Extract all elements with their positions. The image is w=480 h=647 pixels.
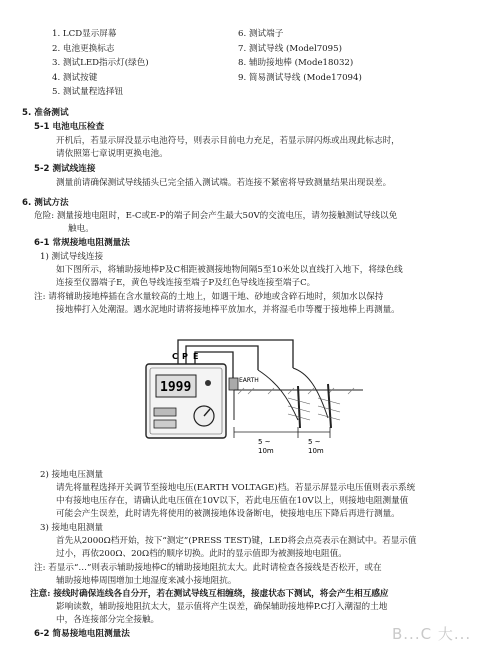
note-line: 接地棒打入处潮湿。遇水泥地时请将接地棒平放加水，并将湿毛巾等覆于接地棒上再测量。	[56, 305, 400, 315]
section-5-title: 5. 准备测试	[22, 108, 69, 118]
danger-line: 危险: 测量接地电阻时，E-C或E-P的端子间会产生最大50V的交流电压，请勿接触测试导线以免	[34, 211, 398, 221]
watermark: B...C 大...	[392, 625, 472, 643]
list-item: 8. 辅助接地棒 (Mode18032)	[238, 58, 354, 68]
note-line: 注: 请将辅助接地棒插在含水量较高的土地上，如遇干地、砂地或含碎石地时，须加水以保持	[34, 292, 384, 302]
note-line: 注: 若显示“…”则表示辅助接地棒C的辅助接地阻抗太大。此时请检查各接线是否松开，或在	[34, 563, 382, 573]
section-5-2-title: 5-2 测试线连接	[34, 164, 96, 174]
terminal-label-e: E	[193, 352, 199, 361]
auxiliary-rod-p-icon	[298, 386, 300, 428]
earth-label: EARTH	[239, 377, 259, 384]
note-line: 辅助接地棒周围增加土地湿度来减小接地阻抗。	[56, 576, 237, 586]
led-indicator-icon	[205, 380, 211, 386]
item-title: 3) 接地电阻测量	[40, 523, 104, 533]
section-6-title: 6. 测试方法	[22, 198, 69, 208]
distance-label-1: 5 ~	[258, 438, 271, 446]
section-6-1-title: 6-1 常规接地电阻测量法	[34, 238, 130, 248]
parts-list-right	[238, 28, 438, 86]
list-item: 6. 测试端子	[238, 29, 284, 39]
auxiliary-rod-c-icon	[328, 384, 331, 428]
item-title: 2) 接地电压测量	[40, 470, 104, 480]
lcd-reading: 1999	[160, 380, 192, 395]
attention-line: 中，各连接部分完全接触。	[56, 615, 160, 625]
distance-label-2b: 10m	[308, 447, 324, 455]
section-6-2-title: 6-2 简易接地电阻测量法	[34, 629, 130, 639]
paragraph-line: 请先将量程选择开关调节至接地电压(EARTH VOLTAGE)档。若显示屏显示电压值则表示系统	[56, 483, 416, 493]
list-item: 3. 测试LED指示灯(绿色)	[52, 58, 149, 68]
terminal-label-c: C	[172, 352, 178, 361]
parts-list-left	[52, 28, 252, 101]
earth-terminal-icon	[229, 378, 238, 390]
paragraph-line: 开机后，若显示屏没显示电池符号，则表示目前电力充足，若显示屏闪烁或出现此标志时，	[56, 136, 400, 146]
list-item: 4. 测试按键	[52, 72, 98, 83]
distance-label-2: 5 ~	[308, 438, 321, 446]
terminal-label-p: P	[182, 352, 188, 361]
item-title: 1) 测试导线连接	[40, 252, 104, 262]
distance-label-1b: 10m	[258, 447, 274, 455]
section-5-1-title: 5-1 电池电压检查	[34, 122, 105, 132]
wiring-diagram	[138, 328, 368, 463]
paragraph-line: 中有接地电压存在，请确认此电压值在10V以下，若此电压值在10V以上，则接地电阻测量值	[56, 496, 409, 506]
attention-line: 影响读数，辅助接地阻抗太大，显示值将产生误差，确保辅助接地棒P.C打入潮湿的土地	[56, 602, 388, 612]
paragraph-line: 连接至仪器端子E，黄色导线连接至端子P及红色导线连接至端子C。	[56, 278, 316, 288]
list-item: 5. 测试量程选择钮	[52, 87, 124, 97]
test-button	[154, 408, 176, 416]
list-item: 1. LCD显示屏幕	[52, 29, 117, 39]
danger-line: 触电。	[68, 224, 94, 234]
list-item: 9. 简易测试导线 (Mode17094)	[238, 72, 362, 83]
list-item: 7. 测试导线 (Model7095)	[238, 43, 342, 54]
list-item: 2. 电池更换标志	[52, 43, 115, 54]
paragraph-line: 首先从2000Ω档开始，按下“测定”(PRESS TEST)键，LED将会点亮表示在测试中。若显示值	[56, 536, 417, 546]
paragraph-line: 请依照第七章说明更换电池。	[56, 149, 168, 159]
paragraph-line: 如下图所示，将辅助接地棒P及C相距被测接地物间隔5至10米处以直线打入地下，将绿色线	[56, 265, 403, 275]
paragraph-line: 可能会产生误差，此时请先将使用的被测接地体设备断电，使接地电压下降后再进行测量。	[56, 509, 400, 519]
paragraph-line: 过小，再依200Ω、20Ω档的顺序切换。此时的显示值即为被测接地电阻值。	[56, 549, 347, 559]
attention-line: 注意: 接线时确保连线各自分开，若在测试导线互相缠绕，接虚状态下测试，将会产生相互感应	[30, 589, 389, 599]
paragraph-line: 测量前请确保测试导线插头已完全插入测试端。若连接不紧密将导致测量结果出现误差。	[56, 178, 392, 188]
